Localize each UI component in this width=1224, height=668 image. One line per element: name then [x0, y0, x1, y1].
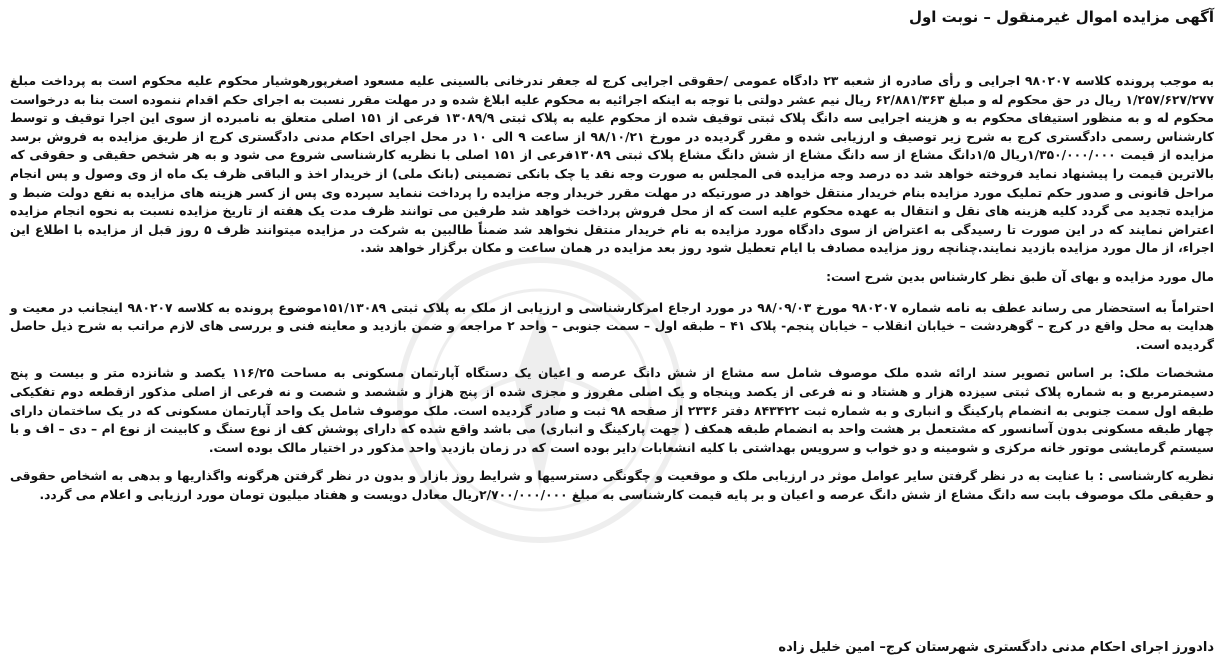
signature-line: دادورز اجرای احکام مدنی دادگستری شهرستان کرج– امین خلیل زاده [778, 640, 1214, 655]
property-intro-paragraph: مال مورد مزایده و بهای آن طبق نظر کارشناس بدین شرح است: [826, 269, 1214, 284]
notice-title: آگهی مزایده اموال غیرمنقول – نوبت اول [908, 8, 1214, 26]
property-specs-paragraph: مشخصات ملک: بر اساس تصویر سند ارائه شده ملک موصوف شامل سه مشاع از شش دانگ عرصه و اعیان یک دستگاه آپارتمان مسکونی به مساحت ۱۱۶/۲۵ یکصد و شانزده متر و بیست و پنج دسیمترمربع و به شماره پلاک ثبتی سیزده هزار و هشتاد و نه فرعی از یکصد وپنجاه و یک اصلی مفروز و مجزی شده از پنج هزار و ششصد و شصت و نه فرعی از اصلی مذکور ازقطعه دوم تفکیکی طبقه اول سمت جنوبی به انضمام پارکینگ و انباری و به شماره ثبت ۸۴۳۴۲۲ دفتر ۲۳۳۶ از صفحه ۹۸ ثبت و صادر گردیده است. ملک موصوف شامل یک واحد آپارتمان مسکونی که در یک ساختمان دارای چهار طبقه مسکونی بدون آسانسور که مشتعمل بر هشت واحد به انضمام طبقه همکف ( جهت پارکینگ و انباری) می باشد واقع شده که دارای پوشش کف از نوع سنگ و کابینت از نوع ام – دی – اف و با سیستم گرمایشی موتور خانه مرکزی و شومینه و دو خواب و سرویس بهداشتی با کلیه انشعابات دایر بوده است که در زمان بازدید واحد مذکور در اختیار مالک بوده است. [10, 366, 1214, 455]
expert-referral-paragraph: احتراماً به استحضار می رساند عطف به نامه شماره ۹۸۰۲۰۷ مورخ ۹۸/۰۹/۰۳ در مورد ارجاع امرکارشناسی و ارزیابی از ملک به پلاک ثبتی ۱۵۱/۱۳۰۸۹موضوع پرونده به کلاسه ۹۸۰۲۰۷ اینجانب در معیت و هدایت به محل واقع در کرج – گوهردشت – خیابان انقلاب – خیابان پنجم- پلاک ۴۱ – طبقه اول – سمت جنوبی – واحد ۲ مراجعه و ضمن بازدید و معاینه فنی و بررسی های لازم مراتب به شرح ذیل حاصل گردیده است. [10, 300, 1215, 352]
expert-opinion-paragraph: نظریه کارشناسی : با عنایت به در نظر گرفتن سایر عوامل موثر در ارزیابی ملک و موقعیت و چگونگی دسترسیها و شرایط روز بازار و بدون در نظر گرفتن هرگونه واگذاریها و بدهی به اشخاص حقوقی و حقیقی ملک موصوف بابت سه دانگ مشاع از شش دانگ عرصه و اعیان و بر پایه قیمت کارشناسی به مبلغ ۲/۷۰۰/۰۰۰/۰۰۰ریال معادل دویست و هفتاد میلیون تومان مورد ارزیابی و اعلام می گردد. [10, 469, 1214, 502]
auction-terms-paragraph: به موجب پرونده کلاسه ۹۸۰۲۰۷ اجرایی و رأی صادره از شعبه ۲۳ دادگاه عمومی /حقوقی اجرایی کرج له جعفر ندرخانی بالسینی علیه مسعود اصغرپورهوشیار محکوم علیه محکوم است به پرداخت مبلغ ۱/۲۵۷/۶۲۷/۲۷۷ ریال در حق محکوم له و مبلغ ۶۲/۸۸۱/۳۶۳ ریال نیم عشر دولتی با توجه به اینکه اجرائیه به محکوم علیه ابلاغ شده و در مهلت مقرر نسبت به اجرای حکم اقدام ننموده است بنا به درخواست محکوم له و به منظور استیفای محکوم به و هزینه اجرایی سه دانگ پلاک ثبتی توقیف شده از محکوم علیه به پلاک ثبتی ۱۳۰۸۹/۹ فرعی از ۱۵۱ اصلی متعلق به نامبرده از سوی این اجرا توقیف و توسط کارشناس رسمی دادگستری کرج به شرح زیر توصیف و ارزیابی شده و مقرر گردیده در مورخ ۹۸/۱۰/۲۱ از ساعت ۹ الی ۱۰ در محل اجرای احکام مدنی دادگستری کرج از طریق مزایده به فروش برسد مزایده از قیمت ۱/۳۵۰/۰۰۰/۰۰۰ریال ۱/۵دانگ مشاع از سه دانگ مشاع از شش دانگ مشاع پلاک ثبتی ۱۳۰۸۹فرعی از ۱۵۱ اصلی با نظریه کارشناسی شروع می شود و به هر شخص حقیقی و حقوقی که بالاترین قیمت را پیشنهاد نماید فروخته خواهد شد ده درصد وجه مزایده فی المجلس به صورت وجه نقد یا چک بانکی تضمینی (بانک ملی) از خریدار اخذ و الباقی ظرف یک ماه از وی وصول و پس انجام مراحل قانونی و صدور حکم تملیک مورد مزایده بنام خریدار منتقل خواهد در صورتیکه در مهلت مقرر خریدار وجه مزایده را پرداخت ننماید سپرده وی پس از کسر هزینه های مزایده به نفع دولت ضبط و مزایده تجدید می گردد کلیه هزینه های نقل و انتقال به عهده محکوم علیه است که از محل فروش پرداخت خواهد شد طرفین می توانند ظرف مدت یک هفته از تاریخ مزایده نسبت به نحوه انجام مزایده اعتراض نمایند که در این صورت تا رسیدگی به اعتراض از سوی دادگاه مورد مزایده به نام خریدار منتقل نخواهد شد ضمناً طالبین به شرکت در مزایده میتوانند ظرف ۵ روز قبل از مزایده با اطلاع این اجراء، از مال مورد مزایده بازدید نمایند.چنانچه روز مزایده مصادف با ایام تعطیل شود روز بعد مزایده در همان ساعت و مکان برگزار خواهد شد. [10, 74, 1215, 256]
